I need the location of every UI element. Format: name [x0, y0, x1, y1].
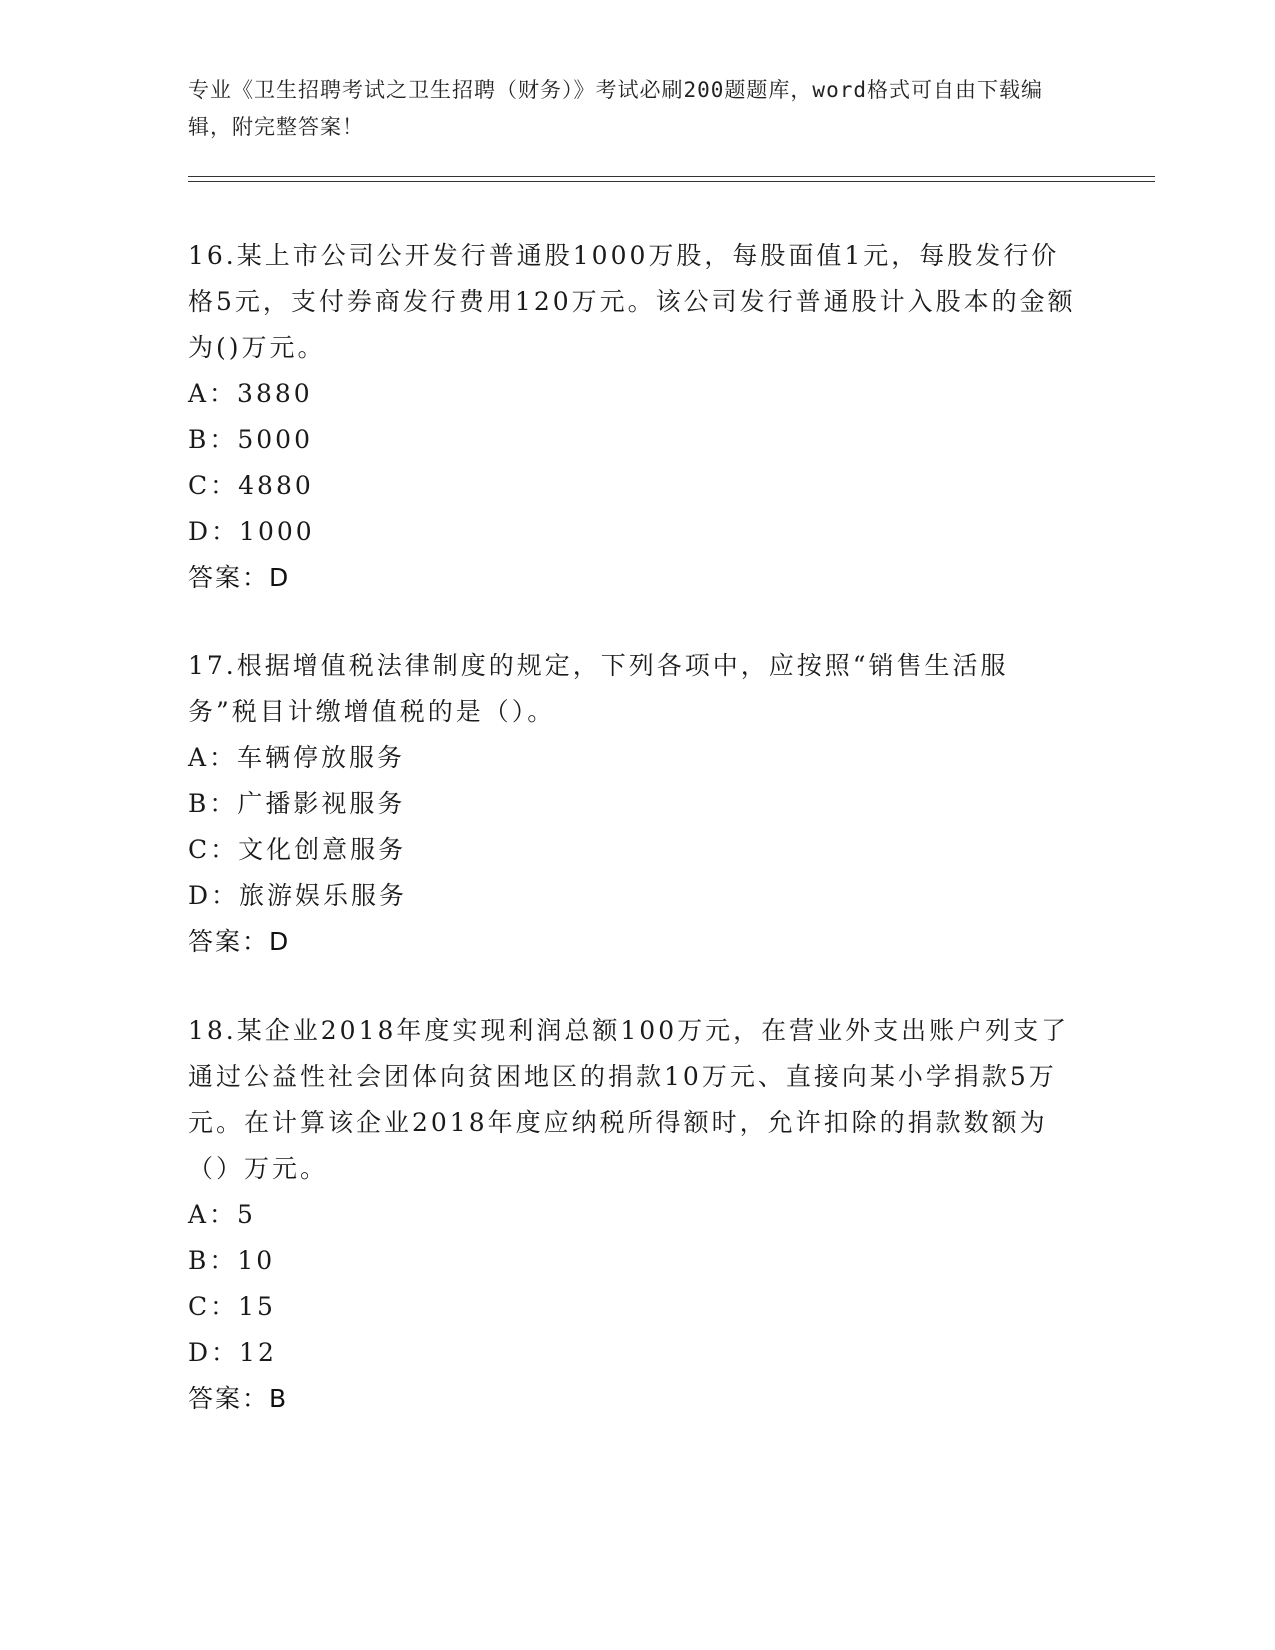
- question-stem: 18.某企业2018年度实现利润总额100万元，在营业外支出账户列支了通过公益性社会团体向贫困地区的捐款10万元、直接向某小学捐款5万元。在计算该企业2018年度应纳税所得额时，允许扣除的捐款数额为（）万元。: [188, 1016, 1070, 1183]
- option-a: A：5: [188, 1200, 256, 1229]
- option-d: D：旅游娱乐服务: [188, 881, 408, 910]
- question-stem: 17.根据增值税法律制度的规定，下列各项中，应按照“销售生活服务”税目计缴增值税的是（）。: [188, 651, 1009, 726]
- answer-line: 答案：D: [188, 563, 291, 592]
- option-a: A：3880: [188, 379, 313, 408]
- option-c: C：文化创意服务: [188, 835, 407, 864]
- option-a: A：车辆停放服务: [188, 743, 406, 772]
- option-b: B：广播影视服务: [188, 789, 406, 818]
- question-18: [188, 1008, 1078, 1422]
- header-rule-bottom: [188, 181, 1155, 182]
- option-b: B：5000: [188, 425, 313, 454]
- answer-line: 答案：D: [188, 927, 291, 956]
- option-b: B：10: [188, 1246, 276, 1275]
- option-d: D：12: [188, 1338, 277, 1367]
- question-16: [188, 233, 1078, 601]
- option-d: D：1000: [188, 517, 315, 546]
- option-c: C：4880: [188, 471, 314, 500]
- answer-line: 答案：B: [188, 1384, 289, 1413]
- option-c: C：15: [188, 1292, 276, 1321]
- question-17: [188, 643, 1078, 965]
- header-rule-top: [188, 176, 1155, 177]
- question-stem: 16.某上市公司公开发行普通股1000万股，每股面值1元，每股发行价格5元，支付券商发行费用120万元。该公司发行普通股计入股本的金额为()万元。: [188, 241, 1076, 362]
- document-header: 专业《卫生招聘考试之卫生招聘（财务）》考试必刷200题题库，word格式可自由下载编辑，附完整答案！: [188, 78, 1043, 139]
